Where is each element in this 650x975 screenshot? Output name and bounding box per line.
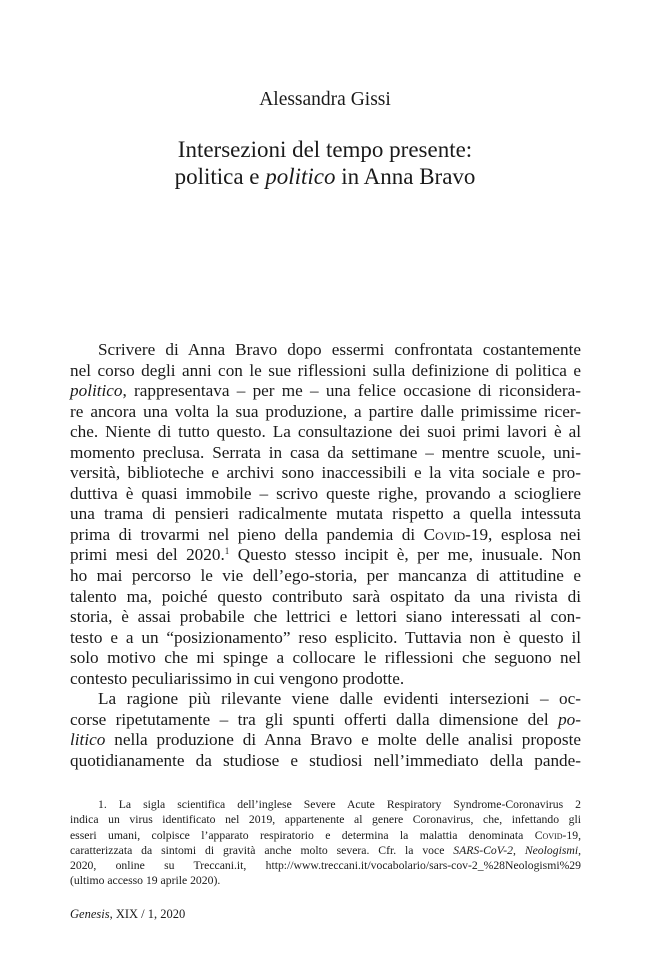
body-italic: politico bbox=[70, 381, 123, 401]
body-line bbox=[70, 545, 581, 566]
body-line bbox=[70, 730, 581, 751]
footnote-link-line[interactable]: 2020, online su Treccani.it, http://www.treccani.it/vocabolario/sars-cov-2_%28Neologismi%29 bbox=[70, 859, 581, 873]
footnote-text-run: caratterizzata da sintomi di gravità anche molto severa. Cfr. la voce bbox=[70, 843, 454, 857]
body-line: contesto peculiarissimo in cui vengono prodotte. bbox=[70, 668, 405, 688]
body-small-caps: Covid bbox=[423, 524, 466, 544]
journal-name: Genesis bbox=[70, 907, 110, 921]
journal-issue: , XIX / 1, 2020 bbox=[109, 907, 186, 921]
footnote-text-run: esseri umani, colpisce l’apparato respiratorio e determina la malattia denominata bbox=[70, 828, 535, 842]
body-line bbox=[70, 525, 581, 546]
body-line: una trama di pensieri radicalmente mutata rispetto a quella intessuta bbox=[70, 504, 581, 524]
body-line: quotidianamente da studiose e studiosi nell’immediato della pande- bbox=[70, 750, 581, 770]
footnote-text-run: , bbox=[578, 843, 581, 857]
body-line: momento preclusa. Serrata in casa da settimane – mentre scuole, uni- bbox=[70, 442, 581, 462]
body-line: Scrivere di Anna Bravo dopo essermi confrontata costantemente bbox=[98, 340, 581, 359]
body-line: ho mai percorso le vie dell’ego-storia, per mancanza di attitudine e bbox=[70, 566, 581, 586]
footnote-reference[interactable]: 1 bbox=[224, 546, 230, 557]
title-line-2-italic: politico bbox=[265, 164, 336, 189]
body-text-run: primi mesi del 2020. bbox=[70, 545, 225, 565]
article-title bbox=[0, 136, 650, 190]
body-text bbox=[70, 340, 581, 771]
body-line: talento ma, poiché questo contributo sarà ospitato da una rivista di bbox=[70, 586, 581, 606]
body-text-run: , rappresentava – per me – una felice occasione di riconsidera- bbox=[122, 381, 581, 401]
title-line-1: Intersezioni del tempo presente: bbox=[177, 137, 473, 162]
body-line: solo motivo che mi spinge a collocare le riflessioni che seguono nel bbox=[70, 648, 581, 668]
body-italic: litico bbox=[70, 730, 106, 750]
body-line: re ancora una volta la sua produzione, a partire dalle primissime ricer- bbox=[70, 401, 581, 421]
body-text-run: -19, esplosa nei bbox=[465, 524, 581, 544]
author-name: Alessandra Gissi bbox=[259, 89, 391, 110]
journal-reference bbox=[70, 906, 185, 922]
footnote-text-run: , bbox=[513, 843, 525, 857]
body-line: duttiva è quasi immobile – scrivo queste righe, provando a sciogliere bbox=[70, 483, 581, 503]
footnote-line: indica un virus identificato nel 2019, appartenente al genere Coronavirus, che, infettando gli bbox=[70, 813, 581, 827]
body-line: versità, biblioteche e archivi sono inaccessibili e la vita sociale e pro- bbox=[70, 463, 581, 483]
body-italic: po- bbox=[558, 709, 581, 729]
title-line-2-pre: politica e bbox=[174, 164, 266, 189]
body-text-run: prima di trovarmi nel pieno della pandemia di bbox=[70, 524, 424, 544]
body-line bbox=[70, 381, 581, 402]
footnote-line: 1. La sigla scientifica dell’inglese Severe Acute Respiratory Syndrome-Coronavirus 2 bbox=[98, 798, 581, 811]
title-line-2-post: in Anna Bravo bbox=[335, 164, 476, 189]
body-text-run: corse ripetutamente – tra gli spunti offerti dalla dimensione del bbox=[70, 709, 559, 729]
footnote-line bbox=[70, 828, 581, 843]
body-line: che. Niente di tutto questo. La consultazione dei suoi primi lavori è al bbox=[70, 422, 581, 442]
body-line: nel corso degli anni con le sue riflessioni sulla definizione di politica e bbox=[70, 360, 581, 380]
footnote-line bbox=[70, 843, 581, 858]
body-line: La ragione più rilevante viene dalle evidenti intersezioni – oc- bbox=[98, 689, 581, 709]
body-text-run: nella produzione di Anna Bravo e molte delle analisi proposte bbox=[105, 730, 581, 750]
body-line bbox=[70, 710, 581, 731]
body-line: storia, è assai probabile che lettrici e lettori siano interessati al con- bbox=[70, 607, 581, 627]
footnote-text-run: -19, bbox=[562, 828, 581, 842]
footnote-italic: Neologismi bbox=[524, 843, 579, 857]
footnote-line: (ultimo accesso 19 aprile 2020). bbox=[70, 874, 221, 888]
footnote-italic: SARS-CoV-2 bbox=[453, 843, 514, 857]
body-text-run: Questo stesso incipit è, per me, inusuale. Non bbox=[229, 545, 581, 565]
footnote bbox=[70, 797, 581, 889]
body-line: testo e a un “posizionamento” reso esplicito. Tuttavia non è questo il bbox=[70, 627, 581, 647]
footnote-small-caps: Covid bbox=[534, 828, 563, 842]
title-line-2 bbox=[0, 163, 650, 190]
